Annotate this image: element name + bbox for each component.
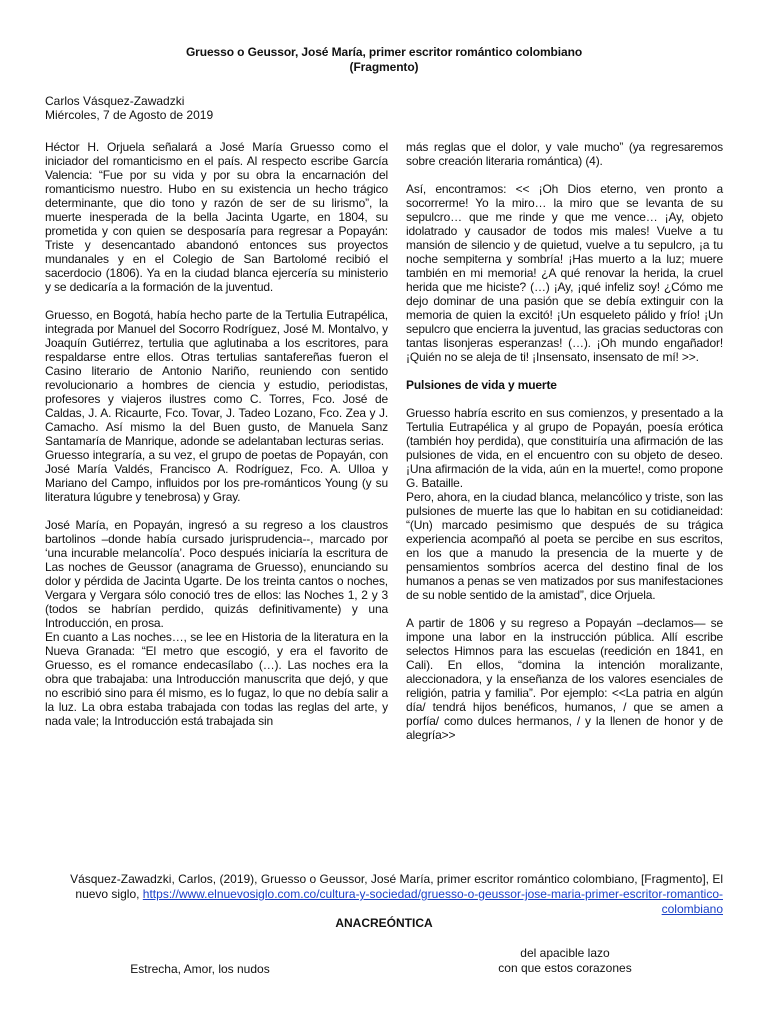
left-column — [45, 140, 388, 728]
author-name: Carlos Vásquez-Zawadzki — [45, 94, 185, 108]
poem-line: del apacible lazo — [520, 946, 610, 960]
title-subtitle: (Fragmento) — [349, 60, 419, 74]
title-main: Gruesso o Geussor, José María, primer escritor romántico colombiano — [185, 45, 583, 59]
citation-text: Vásquez-Zawadzki, Carlos, (2019), Gruesso o Geussor, José María, primer escritor romántico colombiano, [Fragmento], El nuevo siglo, — [70, 872, 723, 901]
right-column — [406, 140, 723, 742]
poem-line: con que estos corazones — [498, 961, 632, 975]
paragraph: Gruesso integraría, a su vez, el grupo de poetas de Popayán, con José María Valdés, Francisco A. Rodríguez, Fco. A. Ulloa y Mariano del Campo, influidos por los pre-románticos Young (y su literatura lúgubre y tenebrosa) y Gray. — [45, 448, 388, 504]
paragraph: José María, en Popayán, ingresó a su regreso a los claustros bartolinos –donde había cursado jurisprudencia--, marcado por ‘una incurable melancolía’. Poco después iniciaría la escritura de Las noches de Geussor (anagrama de Gruesso), enunciando su dolor y pérdida de Jacinta Ugarte. De los treinta cantos o noches, Vergara y Vergara sólo conoció tres de ellos: las Noches 1, 2 y 3 (todos se habrían perdido, quizás definitivamente) y una Introducción, en prosa. — [45, 518, 388, 630]
poem-line-left: Estrecha, Amor, los nudos — [130, 962, 270, 976]
paragraph: Así, encontramos: << ¡Oh Dios eterno, ven pronto a socorrerme! Yo la miro… la miro que se levanta de su sepulcro… que me rinde y que me vence… ¡Ay, objeto idolatrado y causador de todos mis males! Vuelve a tu mansión de silencio y de quietud, vuelve a tu sepulcro, ¡a tu noche sempiterna y sombría! ¡Has muerto a la luz; muere también en mi memoria! ¿A qué renovar la herida, la cruel herida que me hiciste? (…) ¡Ay, ¡qué infeliz soy! ¿Cómo me dejo dominar de una pasión que se debía extinguir con la memoria de quien la excitó! ¡Un esqueleto pálido y frío! ¡Un sepulcro que encierra la juventud, las gracias seductoras con tantas lisonjeras esperanzas! (…). ¡Oh mundo engañador! ¡Quién no se aleja de ti! ¡Insensato, insensato de mí! >>. — [406, 182, 723, 364]
paragraph: Gruesso habría escrito en sus comienzos, y presentado a la Tertulia Eutrapélica y al grupo de Popayán, poesía erótica (también hoy perdida), que constituiría una afirmación de las pulsiones de vida, en el encuentro con su objeto de deseo. ¡Una afirmación de la vida, aún en la muerte!, como propone G. Bataille. — [406, 406, 723, 490]
poem-title: ANACREÓNTICA — [335, 916, 433, 930]
paragraph: Gruesso, en Bogotá, había hecho parte de la Tertulia Eutrapélica, integrada por Manuel del Socorro Rodríguez, José M. Montalvo, y Joaquín Gutiérrez, tertulia que aglutinaba a los escritores, para respaldarse entre ellos. Otras tertulias santafereñas fueron el Casino literario de Antonio Nariño, reuniendo con sentido revolucionario a hombres de ciencia y estudio, periodistas, profesores y viajeros ilustres como C. Torres, Fco. José de Caldas, J. A. Ricaurte, Fco. Tovar, J. Tadeo Lozano, Fco. Zea y J. Camacho. Así mismo la del Buen gusto, de Manuela Sanz Santamaría de Manrique, adonde se adelantaban lecturas serias. — [45, 308, 388, 448]
paragraph: más reglas que el dolor, y vale mucho” (ya regresaremos sobre creación literaria romántica) (4). — [406, 140, 723, 168]
citation — [45, 872, 723, 917]
poem-line-right — [465, 946, 665, 976]
paragraph: Pero, ahora, en la ciudad blanca, melancólico y triste, son las pulsiones de muerte las que lo habitan en su cotidianeidad: “(Un) marcado pesimismo que después de su trágica experiencia acompañó al poeta se percibe en sus escritos, en los que a manudo la presencia de la muerte y de pensamientos sombríos acerca del destino final de los humanos a penas se ven matizados por sus manifestaciones de su noble sentido de la amistad”, dice Orjuela. — [406, 490, 723, 602]
publish-date: Miércoles, 7 de Agosto de 2019 — [45, 108, 214, 122]
document-title — [0, 45, 768, 75]
paragraph: A partir de 1806 y su regreso a Popayán –declamos— se impone una labor en la instrucción pública. Allí escribe selectos Himnos para las escuelas (reedición en 1841, en Cali). En ellos, “domina la intención moralizante, aleccionadora, y la enseñanza de los valores esenciales de religión, patria y familia”. Por ejemplo: <<La patria en algún día/ tendrá hijos benéficos, humanos, / que se amen a porfía/ como dulces hermanos, / y la llenen de honor y de alegría>> — [406, 616, 723, 742]
byline — [45, 94, 213, 122]
paragraph: En cuanto a Las noches…, se lee en Historia de la literatura en la Nueva Granada: “El metro que escogió, y era el favorito de Gruesso, es el romance endecasílabo (…). Las noches era la obra que trabajaba: una Introducción manuscrita que dejó, y que no escribió sino para él mismo, es lo fugaz, lo que no debía salir a la luz. La obra estaba trabajada con todas las reglas del arte, y nada vale; la Introducción está trabajada sin — [45, 630, 388, 728]
section-heading: Pulsiones de vida y muerte — [406, 378, 557, 392]
citation-link[interactable]: https://www.elnuevosiglo.com.co/cultura-y-sociedad/gruesso-o-geussor-jose-maria-primer-escritor-romantico-colombiano — [142, 887, 723, 916]
paragraph: Héctor H. Orjuela señalará a José María Gruesso como el iniciador del romanticismo en el país. Al respecto escribe García Valencia: “Fue por su vida y por su obra la encarnación del romanticismo nuestro. Hubo en su existencia un hecho trágico determinante, que dio tono y razón de ser de su lirismo”, la muerte inesperada de la bella Jacinta Ugarte, en 1804, su prometida y con quien se desposaría para regresar a Popayán: Triste y desencantado abandonó entonces sus proyectos mundanales y en el Colegio de San Bartolomé recibió el sacerdocio (1806). Ya en la ciudad blanca ejercería su ministerio y se dedicaría a la formación de la juventud. — [45, 140, 388, 294]
